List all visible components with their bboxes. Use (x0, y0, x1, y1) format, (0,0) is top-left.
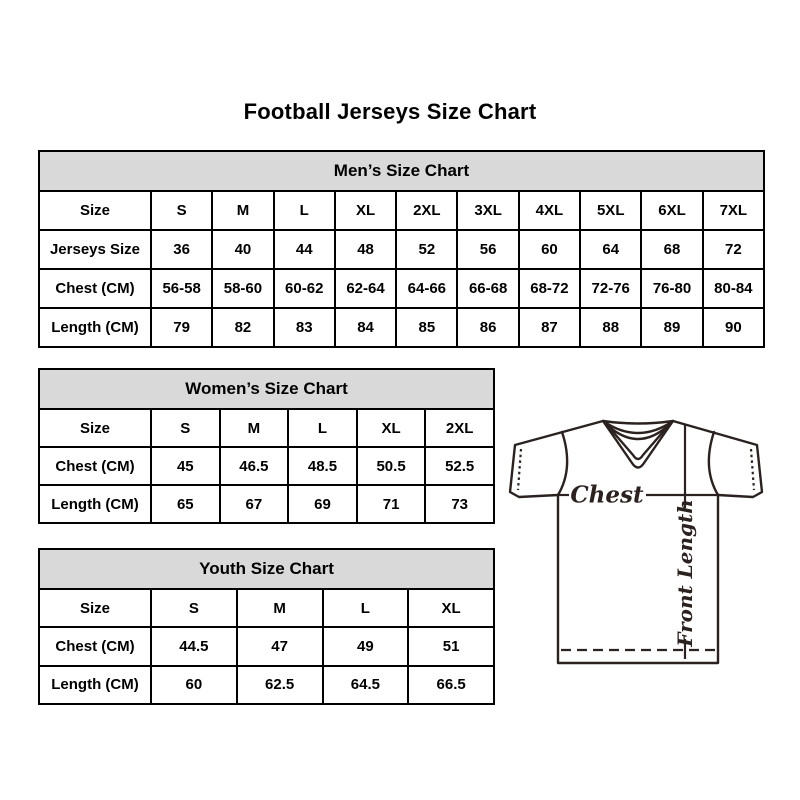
size-value-cell: 3XL (457, 191, 518, 230)
size-value-cell: 64-66 (396, 269, 457, 308)
size-value-cell: 86 (457, 308, 518, 347)
left-sleeve-seam (558, 432, 567, 495)
size-value-cell: 72-76 (580, 269, 641, 308)
size-value-cell: 71 (357, 485, 426, 523)
size-value-cell: S (151, 191, 212, 230)
size-value-cell: 62-64 (335, 269, 396, 308)
size-value-cell: 52.5 (425, 447, 494, 485)
row-label: Length (CM) (39, 308, 151, 347)
size-value-cell: 79 (151, 308, 212, 347)
table-row (39, 666, 494, 704)
youth-table-title: Youth Size Chart (39, 549, 494, 589)
mens-size-chart-section (38, 150, 765, 348)
table-row (39, 627, 494, 665)
row-label: Chest (CM) (39, 269, 151, 308)
size-value-cell: 84 (335, 308, 396, 347)
size-value-cell: 58-60 (212, 269, 273, 308)
size-value-cell: 2XL (396, 191, 457, 230)
womens-size-chart-table (38, 368, 495, 524)
jersey-measurement-diagram (505, 413, 767, 665)
row-label: Chest (CM) (39, 627, 151, 665)
row-label: Size (39, 409, 151, 447)
size-value-cell: 68 (641, 230, 702, 269)
mens-table-title: Men’s Size Chart (39, 151, 764, 191)
size-value-cell: 64 (580, 230, 641, 269)
table-row (39, 447, 494, 485)
table-row (39, 308, 764, 347)
size-value-cell: L (323, 589, 409, 627)
table-title-row (39, 369, 494, 409)
size-value-cell: 44 (274, 230, 335, 269)
size-value-cell: 2XL (425, 409, 494, 447)
chest-label: Chest (570, 481, 644, 509)
size-value-cell: M (212, 191, 273, 230)
row-label: Chest (CM) (39, 447, 151, 485)
size-value-cell: 66.5 (408, 666, 494, 704)
size-value-cell: 60 (519, 230, 580, 269)
size-value-cell: 36 (151, 230, 212, 269)
size-value-cell: 67 (220, 485, 289, 523)
womens-size-chart-section (38, 368, 495, 524)
size-value-cell: 46.5 (220, 447, 289, 485)
size-value-cell: M (220, 409, 289, 447)
size-value-cell: M (237, 589, 323, 627)
table-title-row (39, 549, 494, 589)
size-value-cell: L (288, 409, 357, 447)
row-label: Jerseys Size (39, 230, 151, 269)
page-title: Football Jerseys Size Chart (243, 99, 537, 124)
size-value-cell: 50.5 (357, 447, 426, 485)
size-value-cell: 76-80 (641, 269, 702, 308)
size-value-cell: 89 (641, 308, 702, 347)
size-value-cell: 85 (396, 308, 457, 347)
size-value-cell: 6XL (641, 191, 702, 230)
size-value-cell: 83 (274, 308, 335, 347)
size-value-cell: 65 (151, 485, 220, 523)
right-sleeve-seam (709, 432, 718, 495)
size-value-cell: XL (408, 589, 494, 627)
size-value-cell: 56 (457, 230, 518, 269)
size-value-cell: 56-58 (151, 269, 212, 308)
mens-size-chart-table (38, 150, 765, 348)
table-row (39, 589, 494, 627)
size-value-cell: 82 (212, 308, 273, 347)
front-length-label: Front Length (673, 499, 697, 647)
table-row (39, 191, 764, 230)
size-value-cell: 72 (703, 230, 764, 269)
left-cuff-dotted-line (518, 449, 521, 490)
table-title-row (39, 151, 764, 191)
size-value-cell: 68-72 (519, 269, 580, 308)
size-value-cell: 5XL (580, 191, 641, 230)
youth-size-chart-section (38, 548, 495, 705)
size-value-cell: 66-68 (457, 269, 518, 308)
size-value-cell: S (151, 409, 220, 447)
size-value-cell: 52 (396, 230, 457, 269)
size-value-cell: XL (357, 409, 426, 447)
size-value-cell: 80-84 (703, 269, 764, 308)
size-value-cell: L (274, 191, 335, 230)
size-value-cell: 88 (580, 308, 641, 347)
size-value-cell: 48 (335, 230, 396, 269)
table-row (39, 269, 764, 308)
table-row (39, 485, 494, 523)
size-value-cell: 7XL (703, 191, 764, 230)
size-value-cell: 49 (323, 627, 409, 665)
row-label: Size (39, 191, 151, 230)
size-value-cell: 69 (288, 485, 357, 523)
size-value-cell: 40 (212, 230, 273, 269)
size-value-cell: 73 (425, 485, 494, 523)
size-value-cell: 90 (703, 308, 764, 347)
size-value-cell: 48.5 (288, 447, 357, 485)
size-value-cell: 64.5 (323, 666, 409, 704)
size-value-cell: 47 (237, 627, 323, 665)
size-value-cell: 45 (151, 447, 220, 485)
size-value-cell: 44.5 (151, 627, 237, 665)
size-value-cell: 87 (519, 308, 580, 347)
size-value-cell: 60-62 (274, 269, 335, 308)
right-cuff-dotted-line (751, 449, 754, 490)
womens-table-title: Women’s Size Chart (39, 369, 494, 409)
row-label: Length (CM) (39, 666, 151, 704)
size-value-cell: 51 (408, 627, 494, 665)
youth-size-chart-table (38, 548, 495, 705)
table-row (39, 409, 494, 447)
size-value-cell: S (151, 589, 237, 627)
row-label: Size (39, 589, 151, 627)
size-value-cell: 62.5 (237, 666, 323, 704)
size-value-cell: 60 (151, 666, 237, 704)
size-value-cell: 4XL (519, 191, 580, 230)
table-row (39, 230, 764, 269)
size-value-cell: XL (335, 191, 396, 230)
row-label: Length (CM) (39, 485, 151, 523)
